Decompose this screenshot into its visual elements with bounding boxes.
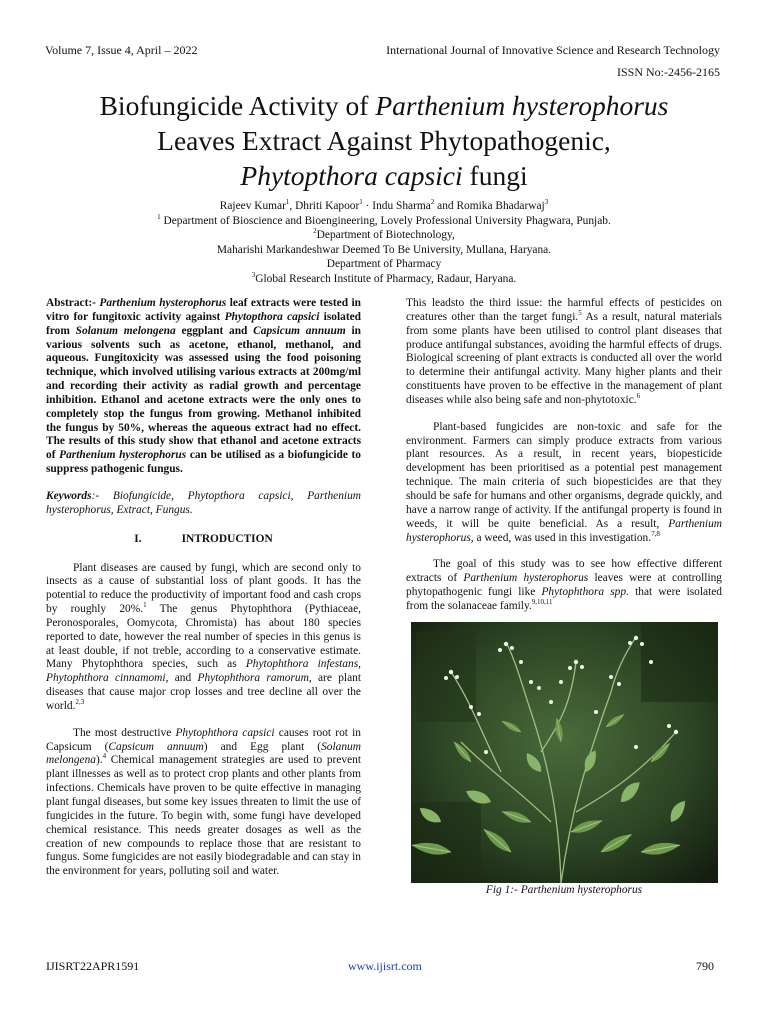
intro-paragraph-2: The most destructive Phytophthora capsici causes root rot in Capsicum (Capsicum annuum) and Egg plant (Solanum melongena).$^4$ Chemical management strategies are used to prevent plant illnesses as well as to protect crop plants and other plants from infections. Chemicals have proven to be quite effective in managing plant fungal diseases, but some key issues threaten to limit the use of fungicides in the future. To begin with, some fungi have developed chemical resistance. This needs greater dosages as well as the creation of new compounds to replace those that are resistant to fungus. Some fungicides are not easily biodegradable and can stay in the environment for years, polluting soil and water.: [46, 726, 361, 878]
plant-illustration: [411, 622, 718, 883]
parthenium-photo: [411, 622, 718, 883]
affiliation-2: $^2$Department of Biotechnology,: [313, 227, 455, 242]
right-paragraph-3: The goal of this study was to see how effective different extracts of Parthenium hysterophorus leaves were at controlling phytopathogenic fungi like Phytophthora spp. that were isolated from the solanaceae family.$^{9,10,11}$: [406, 558, 722, 612]
right-paragraph-2: Plant-based fungicides are non-toxic and safe for the environment. Farmers can simply produce extracts from various plant resources. As a result, in recent years, biopesticide development has been prioritised as a potential pest management technique. The main criteria of such biopesticides are that they should be safe for humans and other organisms, degrade quickly, and have a narrow range of activity. If the antifungal property is found in weeds, it will be quite beneficial. As a result, Parthenium hysterophorus, a weed, was used in this investigation.$^{7,8}$: [406, 420, 722, 544]
page-number: 790: [696, 959, 714, 973]
left-column: [46, 297, 361, 879]
intro-paragraph-1: Plant diseases are caused by fungi, which are second only to insects as a cause of substantial loss of plant goods. It has the potential to reduce the productivity of important food and cash crops by roughly 20%.$^1$ The genus Phytophthora (Pythiaceae, Peronosporales, Oomycota, Chromista) has about 180 species reported to date, however the real number of species in this genus is at least double, if not treble, according to a conservative estimate. Many Phytophthora species, such as Phytophthora infestans, Phytophthora cinnamomi, and Phytophthora ramorum, are plant diseases that cause major crop losses and tree decline all over the world.$^{2,3}$: [46, 561, 361, 712]
paper-title: Biofungicide Activity of Parthenium hysterophorus Leaves Extract Against Phytopathogenic, Phytopthora capsici fungi: [99, 90, 669, 191]
issn: ISSN No:-2456-2165: [616, 65, 720, 79]
volume-issue: Volume 7, Issue 4, April – 2022: [45, 43, 198, 57]
journal-url-link[interactable]: www.ijisrt.com: [348, 959, 422, 973]
right-paragraph-1: This leadsto the third issue: the harmful effects of pesticides on creatures other than the target fungi.$^5$ As a result, natural materials from some plants have been utilised to control plant diseases that produce antifungal substances, avoiding the harmful effects of drugs. Biological screening of plant extracts is conducted all over the world to determine their antifungal activity. Many higher plants and their constituents have proven to be effective in the management of plant diseases while also being safe and non-phytotoxic.$^6$: [406, 297, 722, 406]
affiliation-2b: Maharishi Markandeshwar Deemed To Be University, Mullana, Haryana.: [216, 243, 552, 256]
abstract: Abstract:- Parthenium hysterophorus leaf extracts were tested in vitro for fungitoxic activity against Phytopthora capsici isolated from Solanum melongena eggplant and Capsicum annuum in various solvents such as acetone, ethanol, methanol, and aqueous. Fungitoxicity was assessed using the food poisoning technique, which involved utilising various extracts at 200mg/ml and recording their activity as radial growth and percentage inhibition. Ethanol and acetone extracts were the only ones to completely stop the fungus from growing. Methanol inhibited the fungus by 50%, whereas the aqueous extract had no effect. The results of this study show that ethanol and acetone extracts of Parthenium hysterophorus can be utilised as a biofungicide to suppress pathogenic fungus.: [46, 297, 362, 476]
affiliation-3-dept: Department of Pharmacy: [326, 258, 442, 271]
paper-code: IJISRT22APR1591: [46, 959, 140, 973]
keywords: Keywords:- Biofungicide, Phytopthora capsici, Parthenium hysterophorus, Extract, Fungus.: [46, 489, 361, 516]
right-column: [406, 297, 722, 898]
affiliation-3: $^3$Global Research Institute of Pharmacy, Radaur, Haryana.: [251, 271, 517, 285]
author-list: Rajeev Kumar$^1$, Dhriti Kapoor$^1$ · Indu Sharma$^2$ and Romika Bhadarwaj$^3$: [219, 198, 549, 212]
affiliation-1: $^1$ Department of Bioscience and Bioengineering, Lovely Professional University Phagwara, Punjab.: [157, 212, 611, 227]
section-heading: I. INTRODUCTION: [134, 532, 273, 545]
journal-name: International Journal of Innovative Science and Research Technology: [386, 43, 720, 57]
figure-caption: Fig 1:- Parthenium hysterophorus: [485, 883, 643, 896]
authors-affiliations: [80, 199, 688, 287]
